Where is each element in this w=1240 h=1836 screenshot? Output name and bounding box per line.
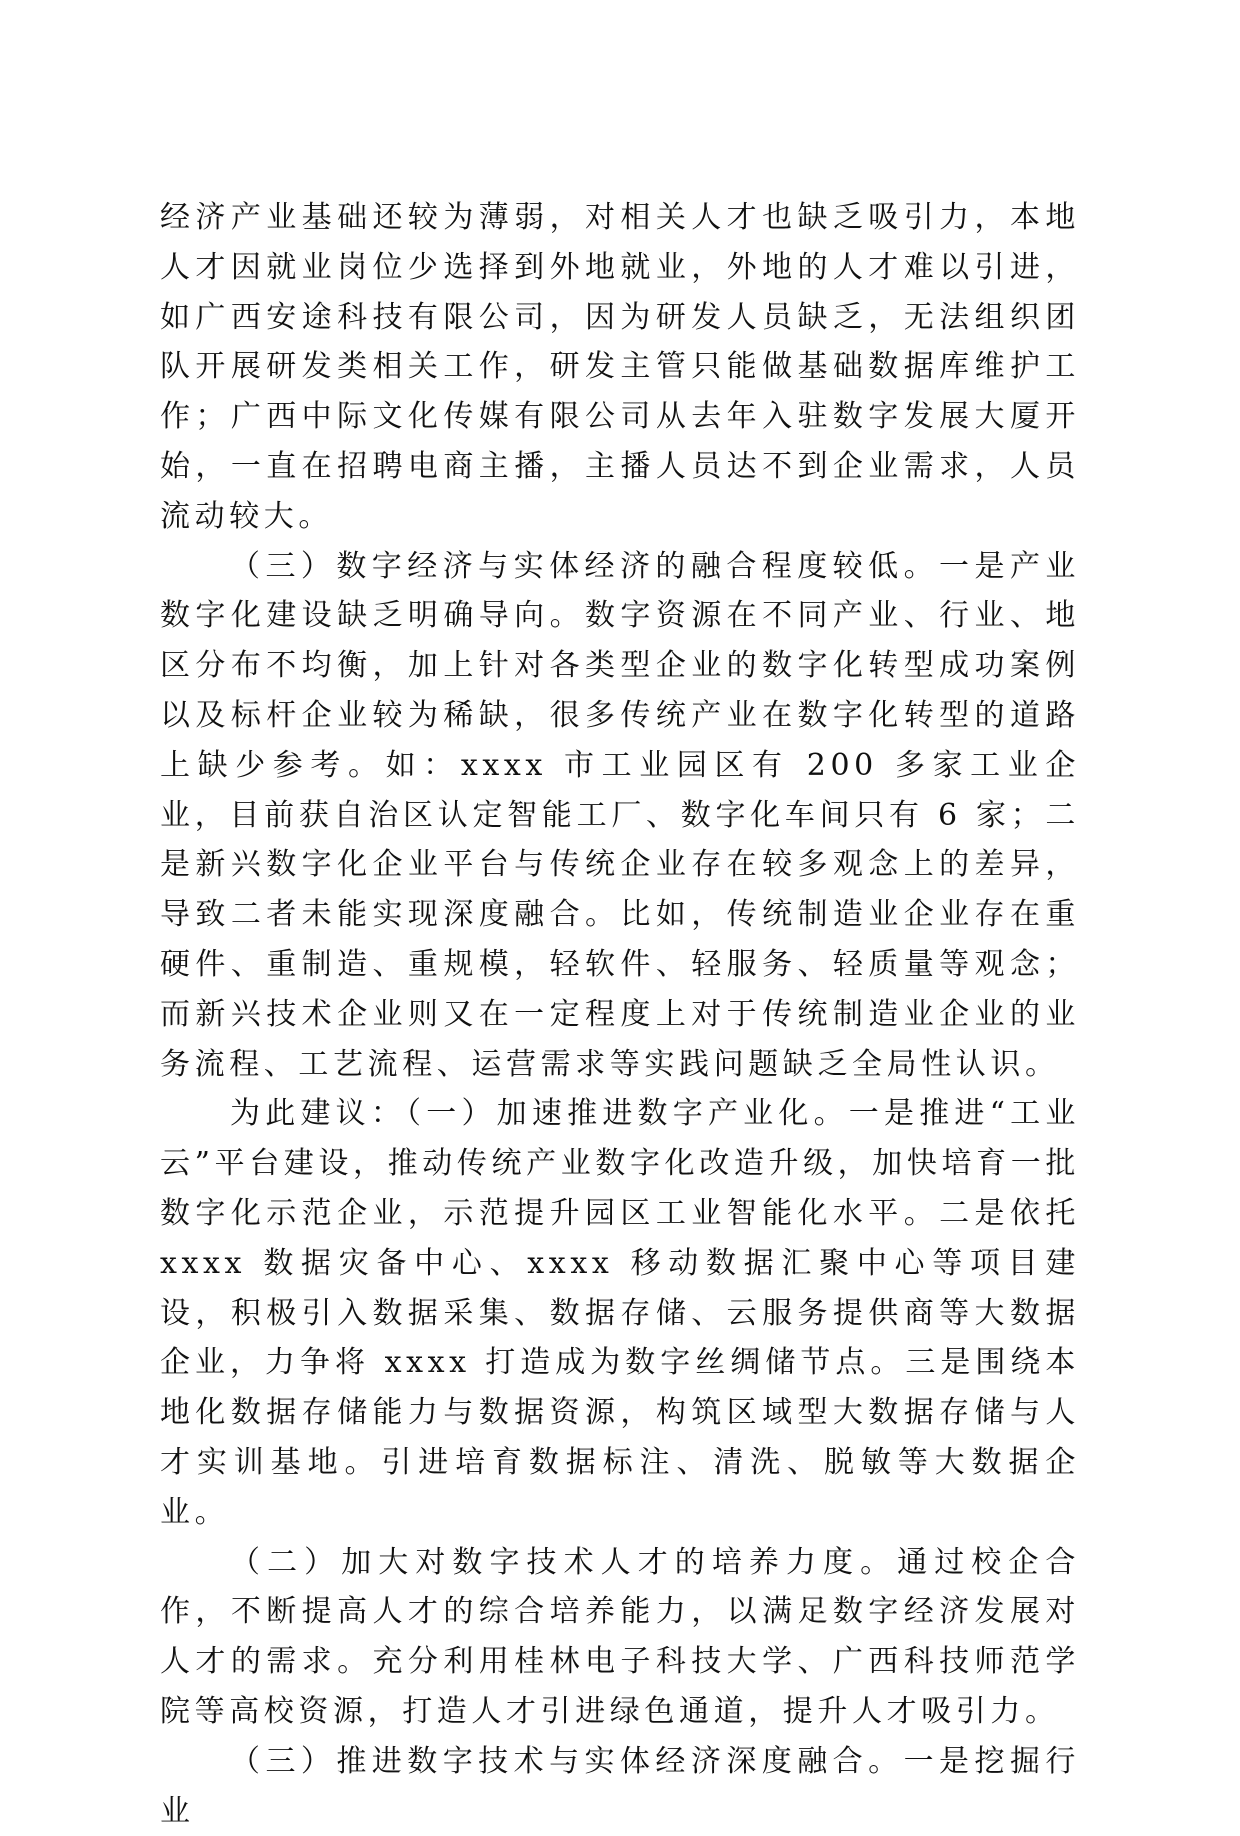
paragraph-recommendation-2: （二）加大对数字技术人才的培养力度。通过校企合作，不断提高人才的综合培养能力，以满足数字经济发展对人才的需求。充分利用桂林电子科技大学、广西科技师范学院等高校资源，打造人才引进绿色通道，提升人才吸引力。 — [160, 1544, 1080, 1729]
document-page — [160, 193, 1080, 1836]
paragraph-talent-shortage: 经济产业基础还较为薄弱，对相关人才也缺乏吸引力，本地人才因就业岗位少选择到外地就业，外地的人才难以引进，如广西安途科技有限公司，因为研发人员缺乏，无法组织团队开展研发类相关工作，研发主管只能做基础数据库维护工作；广西中际文化传媒有限公司从去年入驻数字发展大厦开始，一直在招聘电商主播，主播人员达不到企业需求，人员流动较大。 — [160, 200, 1080, 534]
paragraph-recommendation-1: 为此建议：（一）加速推进数字产业化。一是推进“工业云”平台建设，推动传统产业数字化改造升级，加快培育一批数字化示范企业，示范提升园区工业智能化水平。二是依托 xxxx 数据灾备中心、xxxx 移动数据汇聚中心等项目建设，积极引入数据采集、数据存储、云服务提供商等大数据企业，力争将 xxxx 打造成为数字丝绸储节点。三是围绕本地化数据存储能力与数据资源，构筑区域型大数据存储与人才实训基地。引进培育数据标注、清洗、脱敏等大数据企业。 — [160, 1096, 1080, 1530]
paragraph-recommendation-3: （三）推进数字技术与实体经济深度融合。一是挖掘行业 — [160, 1743, 1080, 1829]
paragraph-integration-low: （三）数字经济与实体经济的融合程度较低。一是产业数字化建设缺乏明确导向。数字资源在不同产业、行业、地区分布不均衡，加上针对各类型企业的数字化转型成功案例以及标杆企业较为稀缺，很多传统产业在数字化转型的道路上缺少参考。如：xxxx 市工业园区有 200 多家工业企业，目前获自治区认定智能工厂、数字化车间只有 6 家；二是新兴数字化企业平台与传统企业存在较多观念上的差异，导致二者未能实现深度融合。比如，传统制造业企业存在重硬件、重制造、重规模，轻软件、轻服务、轻质量等观念；而新兴技术企业则又在一定程度上对于传统制造业企业的业务流程、工艺流程、运营需求等实践问题缺乏全局性认识。 — [160, 548, 1080, 1082]
